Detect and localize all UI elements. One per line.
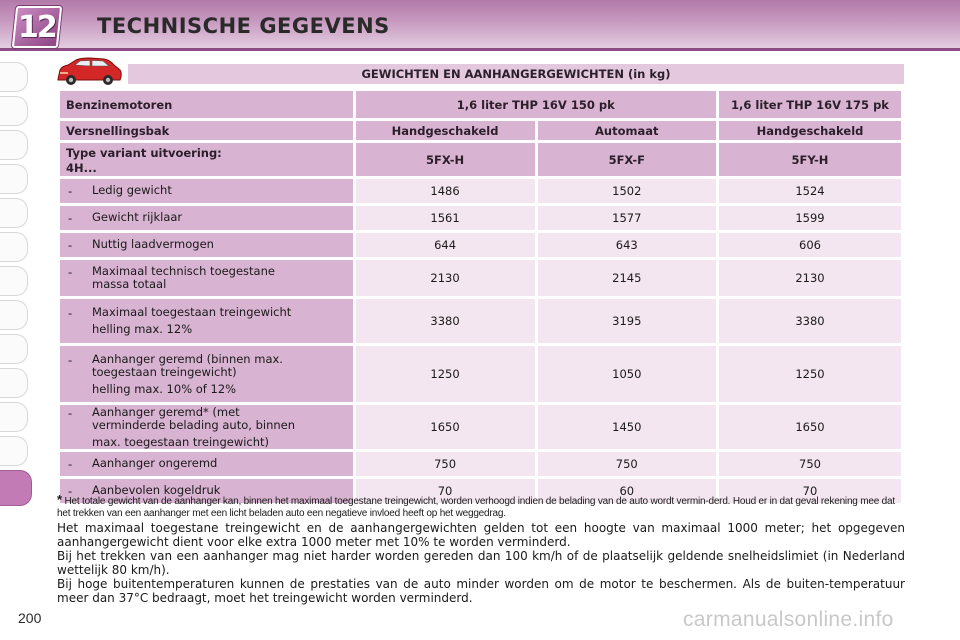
row-dash: -: [68, 484, 73, 498]
footnote-text: Het totale gewicht van de aanhanger kan, binnen het maximaal toegestane treingewicht, worden verhoogd indien de belading van de auto wordt vermin-derd. Houd er in dat geval rekening mee dat het trekken van een aanhanger met een licht beladen auto een negatieve invloed heeft op het weggedrag.: [57, 496, 895, 519]
watermark: carmanualsonline.info: [683, 608, 894, 631]
row-dash: -: [68, 457, 73, 471]
table-row: [60, 179, 901, 203]
table-row: [60, 299, 901, 343]
row-label: [60, 179, 353, 203]
row-label-line: Aanbevolen kogeldruk: [92, 483, 221, 497]
row-label: [60, 299, 353, 343]
type-label: [60, 143, 353, 176]
row-value: 1050: [538, 346, 716, 402]
row-value: 750: [356, 452, 535, 476]
row-label-line: Maximaal toegestaan treingewicht: [92, 305, 292, 319]
weights-table: [57, 88, 904, 506]
type-value: 5FX-F: [538, 143, 716, 176]
type-row: [60, 143, 901, 176]
row-dash: -: [68, 352, 73, 367]
row-value: 606: [719, 233, 901, 257]
row-label: [60, 405, 353, 449]
row-value: 3195: [538, 299, 716, 343]
side-tab[interactable]: [0, 266, 28, 296]
row-label-line: toegestaan treingewicht): [92, 364, 237, 379]
table-row: [60, 233, 901, 257]
row-label-line: helling max. 12%: [92, 322, 193, 336]
page-title: TECHNISCHE GEGEVENS: [97, 14, 390, 38]
row-value: 1502: [538, 179, 716, 203]
row-value: 3380: [719, 299, 901, 343]
row-value: 1450: [538, 405, 716, 449]
row-dash: -: [68, 265, 73, 279]
chapter-side-tabs: [0, 62, 30, 510]
row-label-line: Nuttig laadvermogen: [92, 237, 214, 251]
row-value: 750: [538, 452, 716, 476]
side-tab[interactable]: [0, 368, 28, 398]
side-tab[interactable]: [0, 96, 28, 126]
gearbox-value: Automaat: [538, 121, 716, 140]
row-value: 60: [538, 479, 716, 503]
side-tab[interactable]: [0, 436, 28, 466]
row-value: 1650: [356, 405, 535, 449]
table-row: [60, 405, 901, 449]
row-dash: -: [68, 306, 73, 320]
row-label-line: Aanhanger geremd* (met: [92, 404, 240, 419]
side-tab[interactable]: [0, 300, 28, 330]
row-value: 70: [719, 479, 901, 503]
table-row: [60, 260, 901, 296]
row-label: [60, 206, 353, 230]
row-value: 3380: [356, 299, 535, 343]
page-number: 200: [18, 610, 42, 626]
engine-175: 1,6 liter THP 16V 175 pk: [719, 91, 901, 118]
paragraph: Bij het trekken van een aanhanger mag niet harder worden gereden dan 100 km/h of de plaatselijk geldende snelheidslimiet (in Nederland wettelijk 80 km/h).: [57, 549, 905, 577]
chapter-number: 12: [18, 9, 56, 45]
side-tab[interactable]: [0, 198, 28, 228]
row-dash: -: [68, 184, 73, 198]
header-divider: [0, 48, 960, 51]
row-label-line: Ledig gewicht: [92, 183, 172, 197]
row-value: 2130: [356, 260, 535, 296]
paragraph: Het maximaal toegestane treingewicht en de aanhangergewichten gelden tot een hoogte van maximaal 1000 meter; het opgegeven aanhangergewicht dient voor elke extra 1000 meter met 10% te worden verminderd.: [57, 521, 905, 549]
row-value: 1524: [719, 179, 901, 203]
type-label-line2: 4H...: [66, 160, 97, 175]
row-value: 1561: [356, 206, 535, 230]
gearbox-label: Versnellingsbak: [60, 121, 353, 140]
type-label-line1: Type variant uitvoering:: [66, 145, 222, 160]
row-label-line: Gewicht rijklaar: [92, 210, 183, 224]
side-tab[interactable]: [0, 232, 28, 262]
engine-row: [60, 91, 901, 118]
side-tab[interactable]: [0, 130, 28, 160]
side-tab-active[interactable]: [0, 470, 32, 506]
footnote-star: *: [57, 492, 62, 507]
row-dash: -: [68, 238, 73, 252]
row-label: [60, 452, 353, 476]
footnote: [57, 494, 907, 519]
row-value: 644: [356, 233, 535, 257]
section-title: GEWICHTEN EN AANHANGERGEWICHTEN (in kg): [128, 64, 904, 84]
row-label-line: Aanhanger ongeremd: [92, 456, 218, 470]
row-value: 1577: [538, 206, 716, 230]
row-label-line: helling max. 10% of 12%: [92, 381, 237, 396]
row-label-line: verminderde belading auto, binnen: [92, 417, 296, 432]
row-value: 2130: [719, 260, 901, 296]
paragraph: Bij hoge buitentemperaturen kunnen de prestaties van de auto minder worden om de motor te beschermen. Als de buiten-temperatuur meer dan 37°C bedraagt, moet het treingewicht worden verminderd.: [57, 577, 905, 605]
gearbox-row: [60, 121, 901, 140]
table-row: [60, 452, 901, 476]
row-value: 2145: [538, 260, 716, 296]
table-row: [60, 206, 901, 230]
row-dash: -: [68, 211, 73, 225]
row-label-line: Aanhanger geremd (binnen max.: [92, 351, 283, 366]
row-value: 1250: [719, 346, 901, 402]
type-value: 5FY-H: [719, 143, 901, 176]
row-value: 1599: [719, 206, 901, 230]
row-value: 1250: [356, 346, 535, 402]
row-dash: -: [68, 405, 73, 420]
chapter-badge: [12, 6, 62, 48]
type-value: 5FX-H: [356, 143, 535, 176]
row-label: [60, 233, 353, 257]
engine-150: 1,6 liter THP 16V 150 pk: [356, 91, 716, 118]
row-value: 70: [356, 479, 535, 503]
row-label-line: max. toegestaan treingewicht): [92, 434, 270, 449]
row-value: 1486: [356, 179, 535, 203]
side-tab[interactable]: [0, 164, 28, 194]
row-value: 750: [719, 452, 901, 476]
gearbox-value: Handgeschakeld: [356, 121, 535, 140]
table-row: [60, 346, 901, 402]
engine-label: Benzinemotoren: [60, 91, 353, 118]
row-value: 643: [538, 233, 716, 257]
row-label: [60, 260, 353, 296]
side-tab[interactable]: [0, 62, 28, 92]
side-tab[interactable]: [0, 334, 28, 364]
row-label: [60, 346, 353, 402]
gearbox-value: Handgeschakeld: [719, 121, 901, 140]
row-value: 1650: [719, 405, 901, 449]
red-hatchback-car-icon: [54, 55, 124, 87]
row-label-line: Maximaal technisch toegestane: [92, 264, 275, 278]
side-tab[interactable]: [0, 402, 28, 432]
row-label-line: massa totaal: [92, 277, 167, 291]
